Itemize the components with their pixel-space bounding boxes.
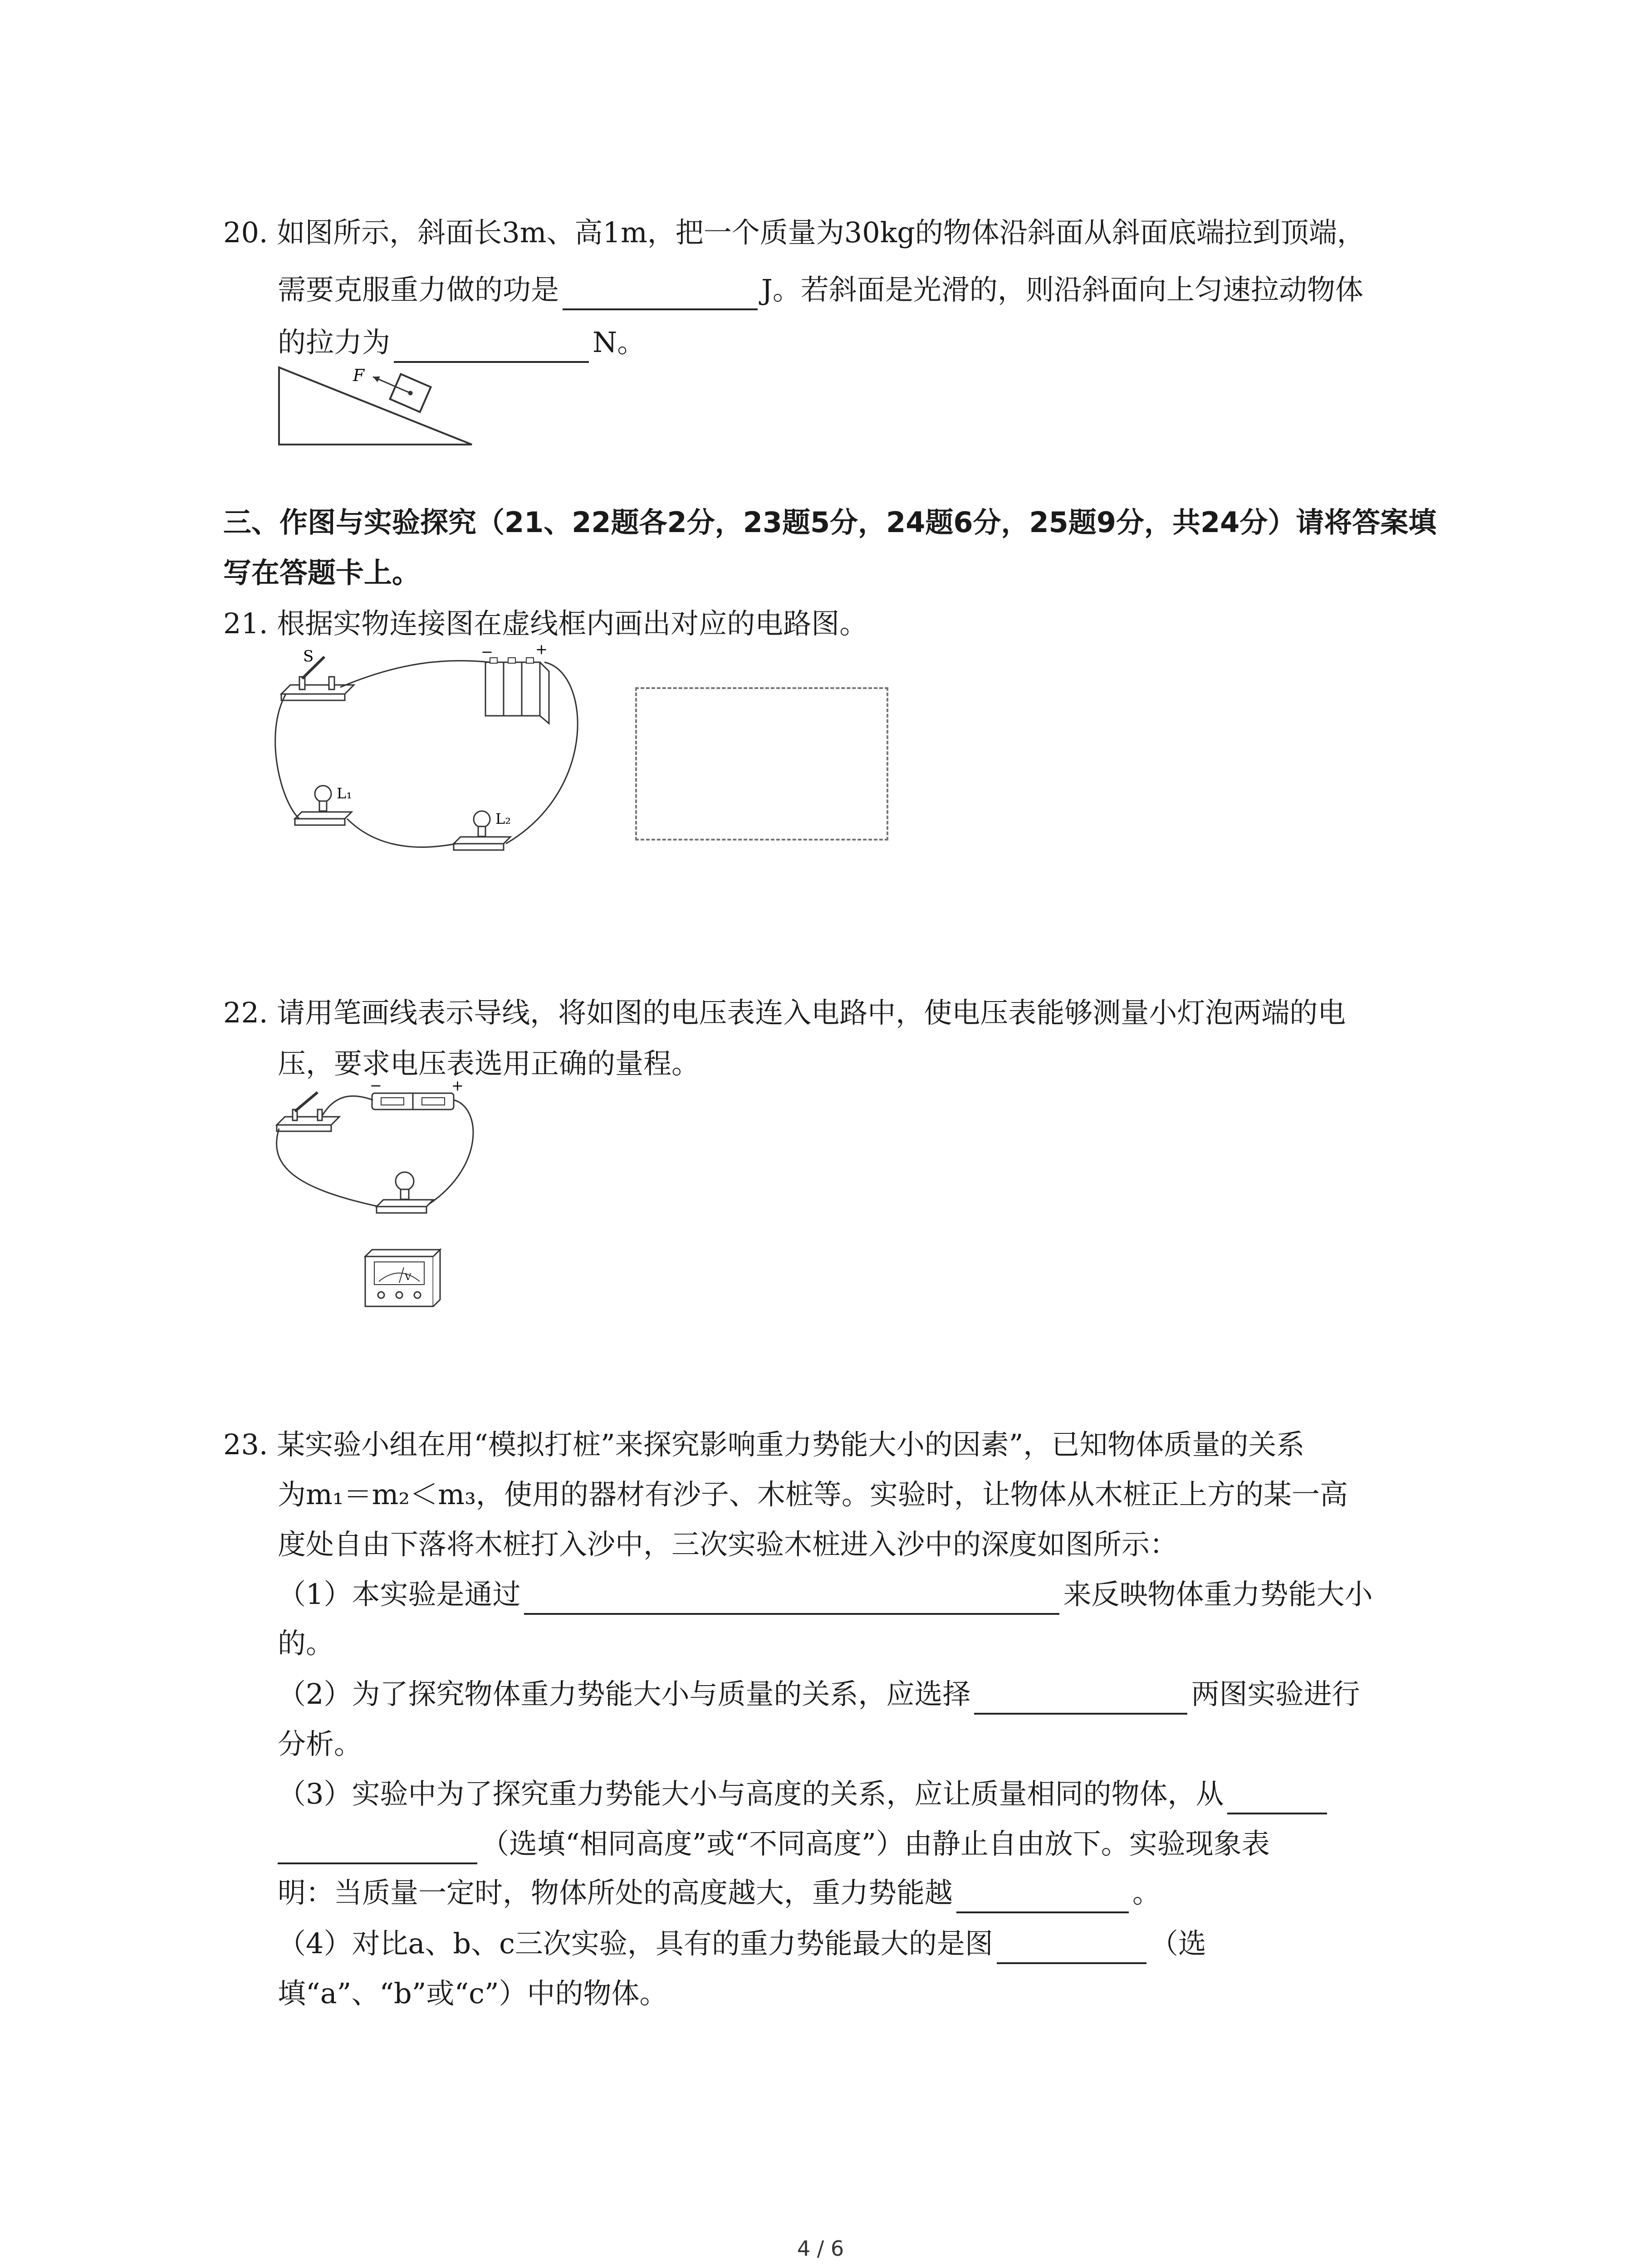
q23-part3-line2 bbox=[278, 1823, 1270, 1864]
section3-header-line1: 三、作图与实验探究（21、22题各2分，23题5分，24题6分，25题9分，共24分）请将答案填 bbox=[223, 506, 1437, 539]
section3-header-line2: 写在答题卡上。 bbox=[223, 556, 421, 589]
q21-text: 21. 根据实物连接图在虚线框内画出对应的电路图。 bbox=[223, 607, 868, 640]
q23-blank-3a[interactable] bbox=[1227, 1781, 1327, 1814]
q23-line2: 为m₁＝m₂＜m₃，使用的器材有沙子、木桩等。实验时，让物体从木桩正上方的某一高 bbox=[278, 1478, 1348, 1511]
q23-part2-line2: 分析。 bbox=[278, 1727, 362, 1760]
q22-label-plus: + bbox=[451, 1077, 464, 1094]
label-battery-minus: − bbox=[481, 644, 493, 660]
battery bbox=[481, 644, 549, 723]
label-L1: L₁ bbox=[337, 785, 353, 802]
label-L2: L₂ bbox=[495, 810, 511, 827]
label-battery-plus: + bbox=[535, 644, 548, 658]
voltmeter-label-V: V bbox=[405, 1271, 411, 1282]
q20-blank-force[interactable] bbox=[394, 329, 589, 363]
q22-circuit-figure bbox=[268, 1075, 495, 1311]
q23-p3-line3-before: 明：当质量一定时，物体所处的高度越大，重力势能越 bbox=[278, 1876, 953, 1909]
q22-label-minus: − bbox=[370, 1077, 382, 1094]
q23-blank-3c[interactable] bbox=[956, 1880, 1129, 1913]
q23-blank-2[interactable] bbox=[974, 1681, 1187, 1715]
q22-battery bbox=[370, 1077, 464, 1110]
q22-lamp bbox=[377, 1172, 433, 1213]
q23-part2 bbox=[278, 1674, 1360, 1715]
wire-switch-L1 bbox=[275, 694, 299, 819]
q23-p3-line3-after: 。 bbox=[1132, 1876, 1161, 1909]
q20-line2 bbox=[278, 269, 1363, 310]
lamp-L2 bbox=[454, 810, 511, 850]
q23-part3 bbox=[278, 1774, 1331, 1814]
q23-blank-4[interactable] bbox=[997, 1931, 1146, 1964]
q23-p4-before: （4）对比a、b、c三次实验，具有的重力势能最大的是图 bbox=[278, 1927, 993, 1960]
lamp-L1 bbox=[295, 785, 352, 825]
q23-line3: 度处自由下落将木桩打入沙中，三次实验木桩进入沙中的深度如图所示： bbox=[278, 1528, 1178, 1561]
q21-circuit-figure bbox=[272, 644, 599, 862]
q20-line3-after: N。 bbox=[593, 326, 646, 359]
q23-part3-line3 bbox=[278, 1872, 1161, 1913]
q20-line2-before: 需要克服重力做的功是 bbox=[278, 273, 559, 306]
q23-blank-1[interactable] bbox=[524, 1581, 1059, 1615]
q20-line3-before: 的拉力为 bbox=[278, 326, 391, 359]
switch-s bbox=[281, 647, 354, 700]
q23-part1-line2: 的。 bbox=[278, 1627, 334, 1660]
page-number: 4 / 6 bbox=[797, 2236, 844, 2261]
wire-L1-L2 bbox=[347, 819, 456, 847]
label-F: F bbox=[353, 367, 364, 385]
answer-dashed-box[interactable] bbox=[635, 687, 888, 841]
q22-line2: 压，要求电压表选用正确的量程。 bbox=[278, 1047, 700, 1080]
q23-p1-after: 来反映物体重力势能大小 bbox=[1063, 1578, 1373, 1611]
q23-line1: 23. 某实验小组在用“模拟打桩”来探究影响重力势能大小的因素”，已知物体质量的关系 bbox=[223, 1428, 1305, 1461]
q23-p3-before: （3）实验中为了探究重力势能大小与高度的关系，应让质量相同的物体，从 bbox=[278, 1777, 1224, 1810]
voltmeter bbox=[365, 1250, 440, 1306]
label-S: S bbox=[303, 647, 314, 665]
q20-line3 bbox=[278, 322, 645, 363]
q23-p4-after: （选 bbox=[1150, 1927, 1206, 1960]
q23-part1 bbox=[278, 1574, 1372, 1615]
q22-line1: 22. 请用笔画线表示导线，将如图的电压表连入电路中，使电压表能够测量小灯泡两端的电 bbox=[223, 996, 1346, 1029]
q20-blank-work[interactable] bbox=[563, 277, 758, 310]
q22-switch bbox=[277, 1092, 339, 1131]
q22-wire-2 bbox=[429, 1100, 473, 1204]
q23-p3-line2-after: （选填“相同高度”或“不同高度”）由静止自由放下。实验现象表 bbox=[481, 1827, 1270, 1860]
q20-line2-after: J。若斜面是光滑的，则沿斜面向上匀速拉动物体 bbox=[761, 273, 1363, 306]
q23-part4 bbox=[278, 1923, 1206, 1964]
wire-switch-battery bbox=[340, 661, 490, 687]
q23-p2-after: 两图实验进行 bbox=[1191, 1677, 1360, 1711]
q23-blank-3b[interactable] bbox=[278, 1831, 477, 1864]
q23-part4-line2: 填“a”、“b”或“c”）中的物体。 bbox=[278, 1977, 668, 2010]
q23-p1-before: （1）本实验是通过 bbox=[278, 1578, 521, 1611]
q20-line1: 20. 如图所示，斜面长3m、高1m，把一个质量为30kg的物体沿斜面从斜面底端拉到顶端， bbox=[223, 216, 1365, 249]
q22-wire-3 bbox=[277, 1129, 379, 1207]
q23-p2-before: （2）为了探究物体重力势能大小与质量的关系，应选择 bbox=[278, 1677, 971, 1711]
incline-figure bbox=[272, 358, 481, 449]
q22-wire-1 bbox=[322, 1096, 373, 1116]
